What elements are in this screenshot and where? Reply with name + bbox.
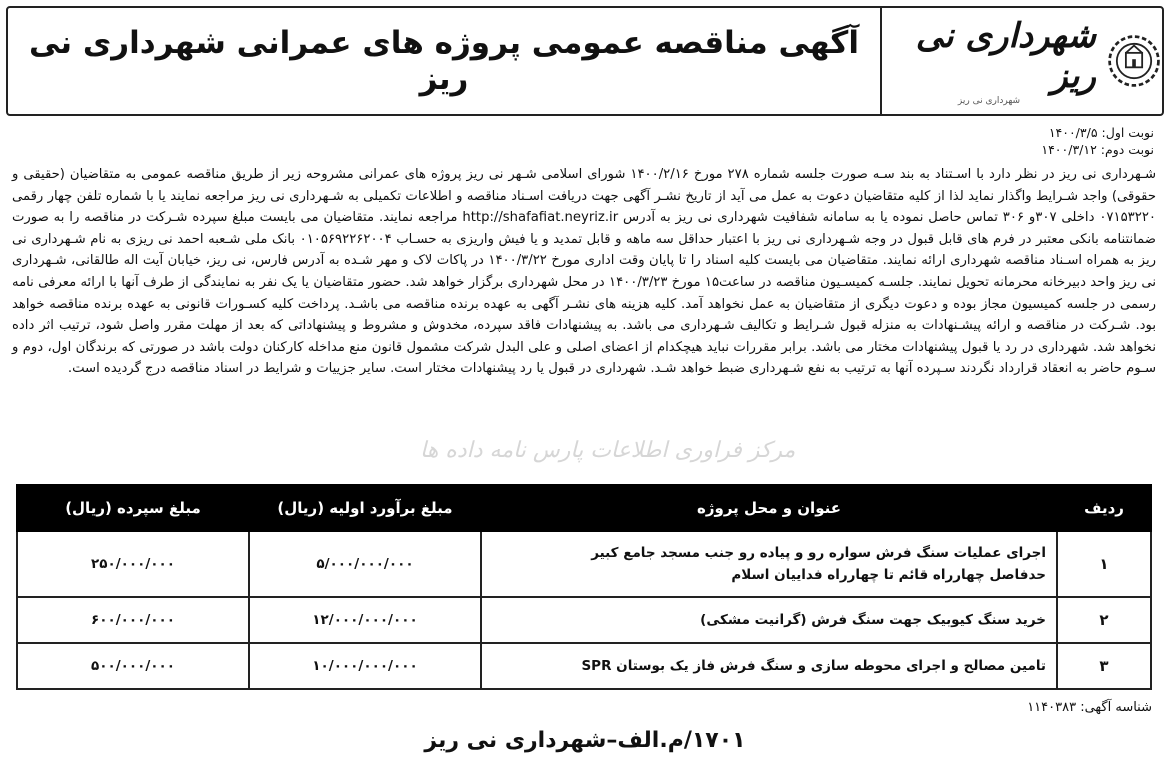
row-title-line: خرید سنگ کیوبیک جهت سنگ فرش (گرانیت مشکی): [700, 612, 1046, 628]
footer-signature: ۱۷۰۱/م.الف–شهرداری نی ریز: [424, 728, 746, 753]
first-round-date: نوبت اول: ۱۴۰۰/۳/۵: [1048, 125, 1154, 140]
logo-name: شهرداری نی ریز: [915, 16, 1096, 96]
ad-identifier: شناسه آگهی: ۱۱۴۰۳۸۳: [1027, 700, 1152, 715]
header-estimate: مبلغ برآورد اولیه (ریال): [249, 485, 481, 531]
table-header-row: [17, 485, 1151, 531]
municipality-logo: [880, 8, 1162, 114]
header-deposit: مبلغ سپرده (ریال): [17, 485, 249, 531]
row-estimate: ۱۲/۰۰۰/۰۰۰/۰۰۰: [249, 597, 481, 643]
row-title-line: تامین مصالح و اجرای محوطه سازی و سنگ فرش فاز یک بوستان SPR: [581, 658, 1046, 674]
municipality-emblem-icon: [1106, 30, 1162, 92]
row-index: ۳: [1057, 643, 1151, 689]
row-title: [481, 643, 1057, 689]
row-title: [481, 597, 1057, 643]
row-index: ۲: [1057, 597, 1151, 643]
second-round-date: نوبت دوم: ۱۴۰۰/۳/۱۲: [1041, 142, 1154, 157]
row-deposit: ۵۰۰/۰۰۰/۰۰۰: [17, 643, 249, 689]
header-index: ردیف: [1057, 485, 1151, 531]
row-estimate: ۵/۰۰۰/۰۰۰/۰۰۰: [249, 531, 481, 597]
watermark-text: مرکز فراوری اطلاعات پارس نامه داده ها: [420, 438, 796, 463]
notice-title: آگهی مناقصه عمومی پروژه های عمرانی شهرداری نی ریز: [29, 25, 859, 97]
row-index: ۱: [1057, 531, 1151, 597]
header-title: عنوان و محل پروژه: [481, 485, 1057, 531]
row-estimate: ۱۰/۰۰۰/۰۰۰/۰۰۰: [249, 643, 481, 689]
row-title-line: حدفاصل چهارراه قائم تا چهارراه فداییان اسلام: [731, 567, 1046, 583]
table-row: [17, 531, 1151, 597]
row-title-line: اجرای عملیات سنگ فرش سواره رو و پیاده رو جنب مسجد جامع کبیر: [591, 545, 1046, 561]
table-row: [17, 597, 1151, 643]
notice-header: [6, 6, 1164, 116]
row-title: [481, 531, 1057, 597]
publication-rounds: [1041, 124, 1154, 158]
projects-table: [16, 484, 1152, 690]
row-deposit: ۲۵۰/۰۰۰/۰۰۰: [17, 531, 249, 597]
logo-subtitle: شهرداری نی ریز: [957, 96, 1021, 106]
row-deposit: ۶۰۰/۰۰۰/۰۰۰: [17, 597, 249, 643]
notice-body: شـهرداری نی ریز در نظر دارد با اسـتناد به بند سـه صورت جلسه شماره ۲۷۸ مورخ ۱۴۰۰/۲/۱۶ شورای اسلامی شـهر نی ریز پروژه های عمرانی مشروحه زیر از طریق مناقصه عمومی به متقاضیان (حقیقی و حقوقی) واجد شـرایط واگذار نماید لذا از کلیه متقاضیان دعوت به عمل می آید از تاریخ نشـر آگهی جهت دریافت اسـناد مناقصه و اطلاعات تکمیلی به شـهرداری نی ریز مراجعه نمایند یا با شماره تلفن چهار رقمی ۰۷۱۵۳۲۲۰ داخلی ۳۰۷و ۳۰۶ تماس حاصل نموده یا به سامانه شفافیت شهرداری نی ریز به آدرس http://shafafiat.neyriz.ir مراجعه نمایند. متقاضیان می بایست مبلغ سپرده شـرکت در مناقصه را به صورت ضمانتنامه بانکی معتبر در فرم های قابل قبول در وجه شـهرداری نی ریز با اعتبار حداقل سه ماهه و قابل تمدید و یا فیش واریزی به حسـاب ۰۱۰۵۶۹۲۲۶۲۰۰۴ بانک ملی شـعبه احمد نی ریزی به نام شـهرداری نی ریز به همراه اسـناد مناقصه شهرداری ارائه نمایند. متقاضیان می بایست کلیه اسناد را تا پایان وقت اداری مورخ ۱۴۰۰/۳/۲۲ در پاکات لاک و مهر شـده به آدرس فارس، نی ریز، خیابان آیت اله طالقانی، شـهرداری نی ریز واحد دبیرخانه محرمانه تحویل نمایند. جلسـه کمیسـیون مناقصه در ساعت۱۵ مورخ ۱۴۰۰/۳/۲۳ در محل شهرداری برگزار خواهد شد. حضور متقاضیان یا یک نفر به نمایندگی از طرف آنها با ارائه معرفی نامه رسمی در جلسه کمیسیون مجاز بوده و دعوت دیگری از متقاضیان به عمل نخواهد آمد. کلیه هزینه های نشـر آگهی به عهده برنده مناقصه می باشـد. پرداخت کلیه کسـورات قانونی به عهده برنده مناقصه خواهد بود. شـرکت در مناقصه و ارائه پیشـنهادات به منزله قبول شـرایط و تکالیف شـهرداری می باشد. به پیشنهادات فاقد سپرده، مخدوش و مشروط و پیشنهاداتی که بعد از مهلت مقرر واصل شود، ترتیب اثر داده نخواهد شد. شهرداری در رد یا قبول پیشنهادات مختار می باشد. برابر مقررات نباید هیچکدام از اعضای اصلی و علی البدل شرکت مشمول قانون منع مداخله کارکنان دولت باشد در صورتی که برندگان اول، دوم و سـوم حاضر به انعقاد قرارداد نگردند سـپرده آنها به ترتیب به نفع شـهرداری ضبط خواهد شـد. شهرداری در قبول یا رد پیشنهادات مختار است. سایر جزییات و شرایط در اسناد مناقصه درج گردیده است.: [12, 167, 1156, 377]
table-row: [17, 643, 1151, 689]
